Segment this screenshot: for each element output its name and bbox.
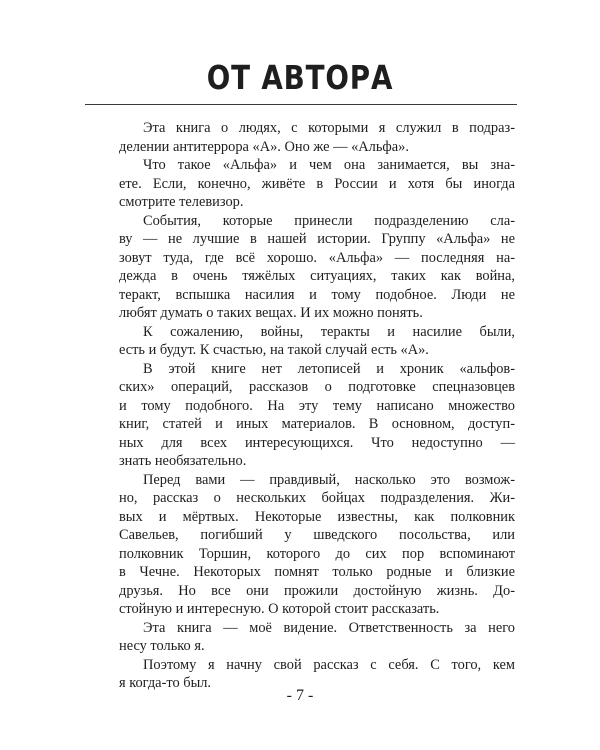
page-number: - 7 - bbox=[286, 687, 314, 704]
text-line: любят думать о таких вещах. И их можно понять. bbox=[119, 305, 423, 321]
text-line: ских» операций, рассказов о подготовке спецназовцев bbox=[119, 379, 515, 395]
text-line: дежда в очень тяжёлых ситуациях, таких как война, bbox=[119, 268, 515, 284]
text-line: ных для всех интересующихся. Что недоступно — bbox=[119, 434, 515, 451]
text-line: ву — не лучшие в нашей истории. Группу «Альфа» не bbox=[119, 231, 515, 247]
text-line: Поэтому я начну свой рассказ с себя. С того, кем bbox=[143, 656, 515, 673]
text-line: друзья. Но все они прожили достойную жизнь. До- bbox=[119, 582, 515, 599]
text-line: книг, статей и иных материалов. В основном, доступ- bbox=[119, 416, 515, 432]
text-line: зовут туда, где всё хорошо. «Альфа» — последняя на- bbox=[119, 249, 515, 266]
text-line: полковник Торшин, которого до сих пор вспоминают bbox=[119, 545, 515, 562]
text-line: События, которые принесли подразделению сла- bbox=[143, 212, 515, 229]
text-line: В этой книге нет летописей и хроник «альфов- bbox=[143, 360, 515, 377]
text-line: но, рассказ о нескольких бойцах подразделения. Жи- bbox=[119, 490, 515, 506]
page-title: ОТ АВТОРА bbox=[206, 58, 394, 97]
text-line: Что такое «Альфа» и чем она занимается, вы зна- bbox=[143, 157, 515, 173]
text-line: смотрите телевизор. bbox=[119, 194, 244, 210]
text-line: есть и будут. К счастью, на такой случай есть «А». bbox=[119, 342, 429, 358]
text-line: вых и мёртвых. Некоторые известны, как полковник bbox=[119, 508, 515, 525]
text-line: Савельев, погибший у шведского посольства, или bbox=[119, 527, 515, 543]
text-line: К сожалению, войны, теракты и насилие были, bbox=[143, 323, 515, 340]
text-line: несу только я. bbox=[119, 638, 205, 654]
text-line: теракт, вспышка насилия и тому подобное. Люди не bbox=[119, 286, 515, 303]
text-line: ете. Если, конечно, живёте в России и хотя бы иногда bbox=[119, 175, 515, 192]
text-line: Эта книга о людях, с которыми я служил в подраз- bbox=[143, 120, 515, 136]
text-line: Эта книга — моё видение. Ответственность за него bbox=[143, 619, 515, 636]
text-line: я когда-то был. bbox=[119, 675, 212, 691]
text-line: в Чечне. Некоторых помнят только родные и близкие bbox=[119, 564, 515, 580]
text-line: знать необязательно. bbox=[119, 453, 247, 469]
text-line: Перед вами — правдивый, насколько это возмож- bbox=[143, 471, 515, 488]
title-divider bbox=[85, 104, 517, 105]
text-line: делении антитеррора «А». Оно же — «Альфа». bbox=[119, 138, 409, 155]
text-line: стойную и интересную. О которой стоит рассказать. bbox=[119, 601, 440, 617]
text-line: и тому подобного. На эту тему написано множество bbox=[119, 397, 515, 414]
